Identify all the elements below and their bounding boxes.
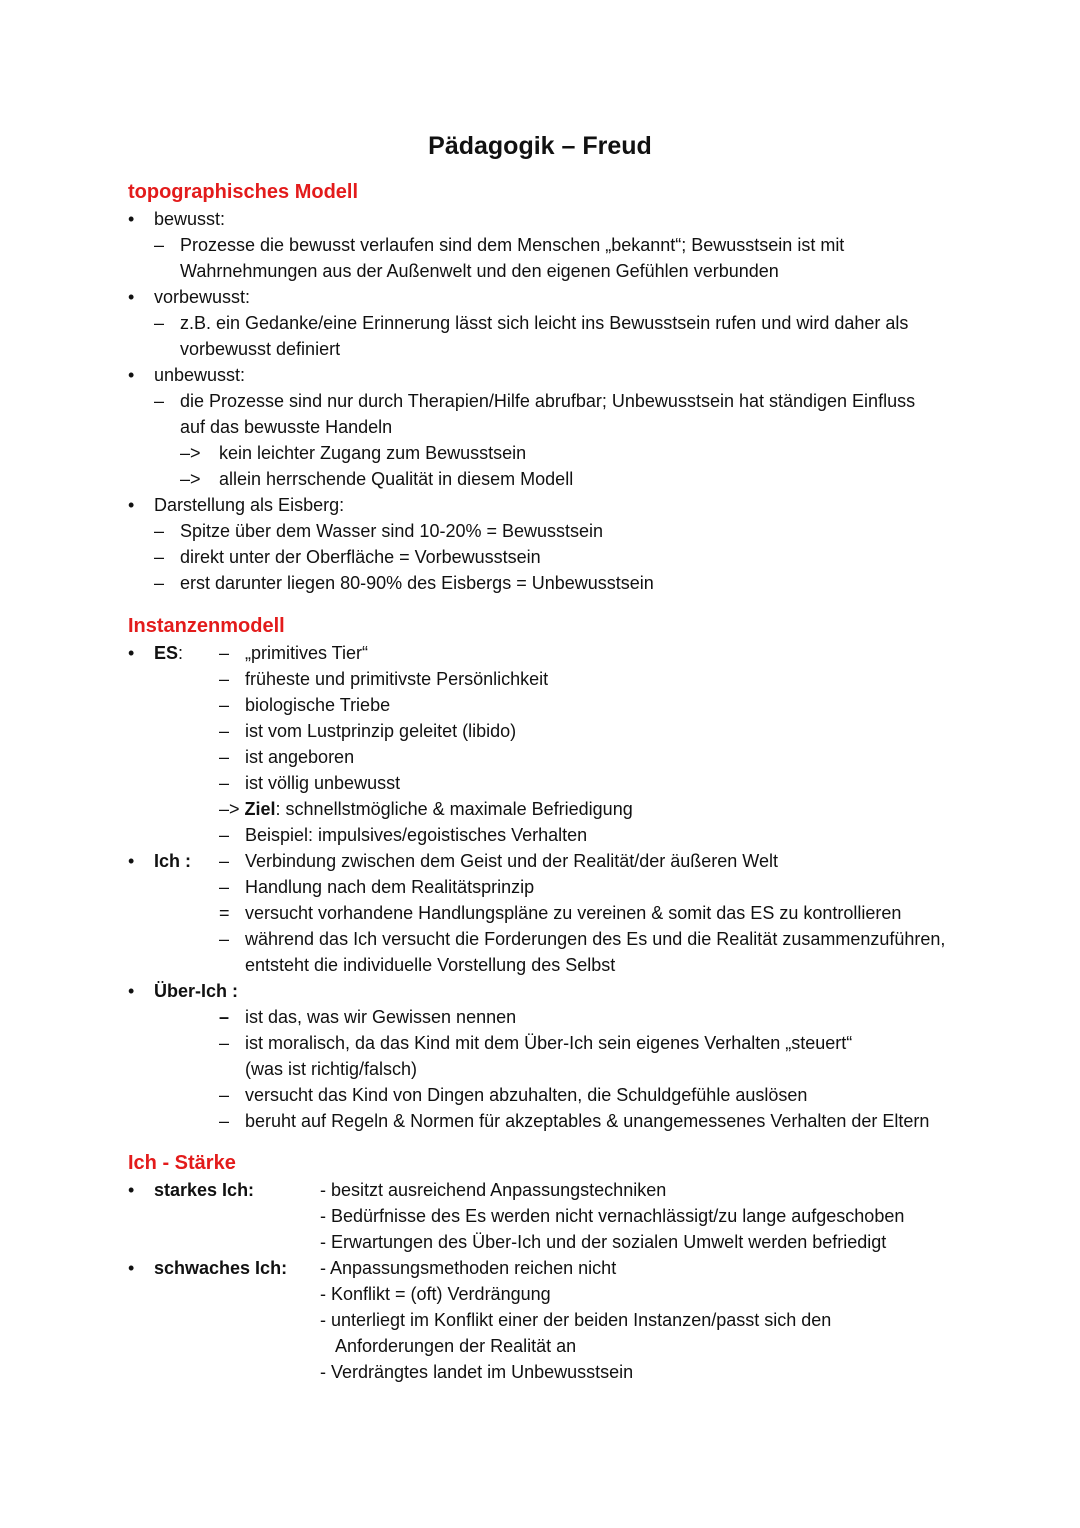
dash: – <box>219 1007 230 1027</box>
dash: – <box>219 877 230 897</box>
label-vorbewusst: vorbewusst: <box>154 287 251 307</box>
equals-icon: = <box>219 903 230 923</box>
text-line: - Verdrängtes landet im Unbewusstsein <box>320 1362 634 1382</box>
bullet: • <box>128 495 135 515</box>
heading-topographisches-modell: topographisches Modell <box>128 181 359 203</box>
text-line: Handlung nach dem Realitätsprinzip <box>245 877 535 897</box>
text-line: vorbewusst definiert <box>180 339 341 359</box>
label-ich: Ich : <box>154 851 192 871</box>
text-line: - Bedürfnisse des Es werden nicht vernachlässigt/zu lange aufgeschoben <box>320 1206 905 1226</box>
text-line: „primitives Tier“ <box>245 643 369 663</box>
text-line: versucht vorhandene Handlungspläne zu vereinen & somit das ES zu kontrollieren <box>245 903 902 923</box>
text-line: Anforderungen der Realität an <box>335 1336 577 1356</box>
label-schwaches-ich: schwaches Ich: <box>154 1258 288 1278</box>
text-line: erst darunter liegen 80-90% des Eisbergs = Unbewusstsein <box>180 573 654 593</box>
heading-instanzenmodell: Instanzenmodell <box>128 615 285 637</box>
dash: – <box>154 313 165 333</box>
text-line: während das Ich versucht die Forderungen des Es und die Realität zusammenzuführen, <box>245 929 946 949</box>
dash: – <box>154 521 165 541</box>
text-line: z.B. ein Gedanke/eine Erinnerung lässt sich leicht ins Bewusstsein rufen und wird daher als <box>180 313 909 333</box>
dash: – <box>154 573 165 593</box>
text-line: kein leichter Zugang zum Bewusstsein <box>219 443 527 463</box>
text-line: direkt unter der Oberfläche = Vorbewusstsein <box>180 547 541 567</box>
bullet: • <box>128 981 135 1001</box>
dash: – <box>219 773 230 793</box>
dash: – <box>219 721 230 741</box>
bullet: • <box>128 1258 135 1278</box>
text-line: Beispiel: impulsives/egoistisches Verhalten <box>245 825 588 845</box>
arrow-icon: –> <box>219 799 245 819</box>
label-es-colon: : <box>178 643 184 663</box>
label-bewusst: bewusst: <box>154 209 226 229</box>
dash: – <box>154 235 165 255</box>
bullet: • <box>128 851 135 871</box>
dash: – <box>154 547 165 567</box>
label-es: ES <box>154 643 179 663</box>
dash: – <box>219 669 230 689</box>
ziel-label: Ziel <box>244 799 276 819</box>
bullet: • <box>128 209 135 229</box>
dash: – <box>219 1085 230 1105</box>
text-line: - Anpassungsmethoden reichen nicht <box>320 1258 617 1278</box>
text-line: Wahrnehmungen aus der Außenwelt und den eigenen Gefühlen verbunden <box>180 261 779 281</box>
text-line: Prozesse die bewusst verlaufen sind dem Menschen „bekannt“; Bewusstsein ist mit <box>180 235 845 255</box>
dash: – <box>219 695 230 715</box>
text-line: allein herrschende Qualität in diesem Modell <box>219 469 574 489</box>
bullet: • <box>128 287 135 307</box>
text-line: biologische Triebe <box>245 695 391 715</box>
text-line: beruht auf Regeln & Normen für akzeptables & unangemessenes Verhalten der Eltern <box>245 1111 930 1131</box>
arrow-icon: –> <box>180 469 201 489</box>
dash: – <box>219 1033 230 1053</box>
bullet: • <box>128 643 135 663</box>
text-line: auf das bewusste Handeln <box>180 417 393 437</box>
text-line: - Erwartungen des Über-Ich und der sozialen Umwelt werden befriedigt <box>320 1232 887 1252</box>
dash: – <box>219 851 230 871</box>
ziel-text: : schnellstmögliche & maximale Befriedigung <box>275 799 633 819</box>
dash: – <box>219 747 230 767</box>
bullet: • <box>128 1180 135 1200</box>
text-line: - Konflikt = (oft) Verdrängung <box>320 1284 551 1304</box>
text-line: Verbindung zwischen dem Geist und der Realität/der äußeren Welt <box>245 851 778 871</box>
heading-ich-staerke: Ich - Stärke <box>128 1152 236 1174</box>
text-line: die Prozesse sind nur durch Therapien/Hilfe abrufbar; Unbewusstsein hat ständigen Einfluss <box>180 391 916 411</box>
label-starkes-ich: starkes Ich: <box>154 1180 255 1200</box>
text-line: (was ist richtig/falsch) <box>245 1059 418 1079</box>
text-line: - besitzt ausreichend Anpassungstechniken <box>320 1180 667 1200</box>
text-line: ist völlig unbewusst <box>245 773 401 793</box>
text-line: - unterliegt im Konflikt einer der beiden Instanzen/passt sich den <box>320 1310 832 1330</box>
text-line: ist vom Lustprinzip geleitet (libido) <box>245 721 517 741</box>
page-title: Pädagogik – Freud <box>428 132 652 160</box>
dash: – <box>219 929 230 949</box>
bullet: • <box>128 365 135 385</box>
text-line: ist moralisch, da das Kind mit dem Über-Ich sein eigenes Verhalten „steuert“ <box>245 1033 853 1053</box>
ziel-line <box>219 797 633 821</box>
label-eisberg: Darstellung als Eisberg: <box>154 495 345 515</box>
text-line: ist das, was wir Gewissen nennen <box>245 1007 517 1027</box>
dash: – <box>219 825 230 845</box>
text-line: Spitze über dem Wasser sind 10-20% = Bewusstsein <box>180 521 604 541</box>
dash: – <box>219 1111 230 1131</box>
arrow-icon: –> <box>180 443 201 463</box>
text-line: versucht das Kind von Dingen abzuhalten, die Schuldgefühle auslösen <box>245 1085 808 1105</box>
text-line: ist angeboren <box>245 747 355 767</box>
dash: – <box>219 643 230 663</box>
label-unbewusst: unbewusst: <box>154 365 246 385</box>
text-line: früheste und primitivste Persönlichkeit <box>245 669 549 689</box>
label-ueber-ich: Über-Ich : <box>154 981 239 1001</box>
dash: – <box>154 391 165 411</box>
text-line: entsteht die individuelle Vorstellung des Selbst <box>245 955 616 975</box>
